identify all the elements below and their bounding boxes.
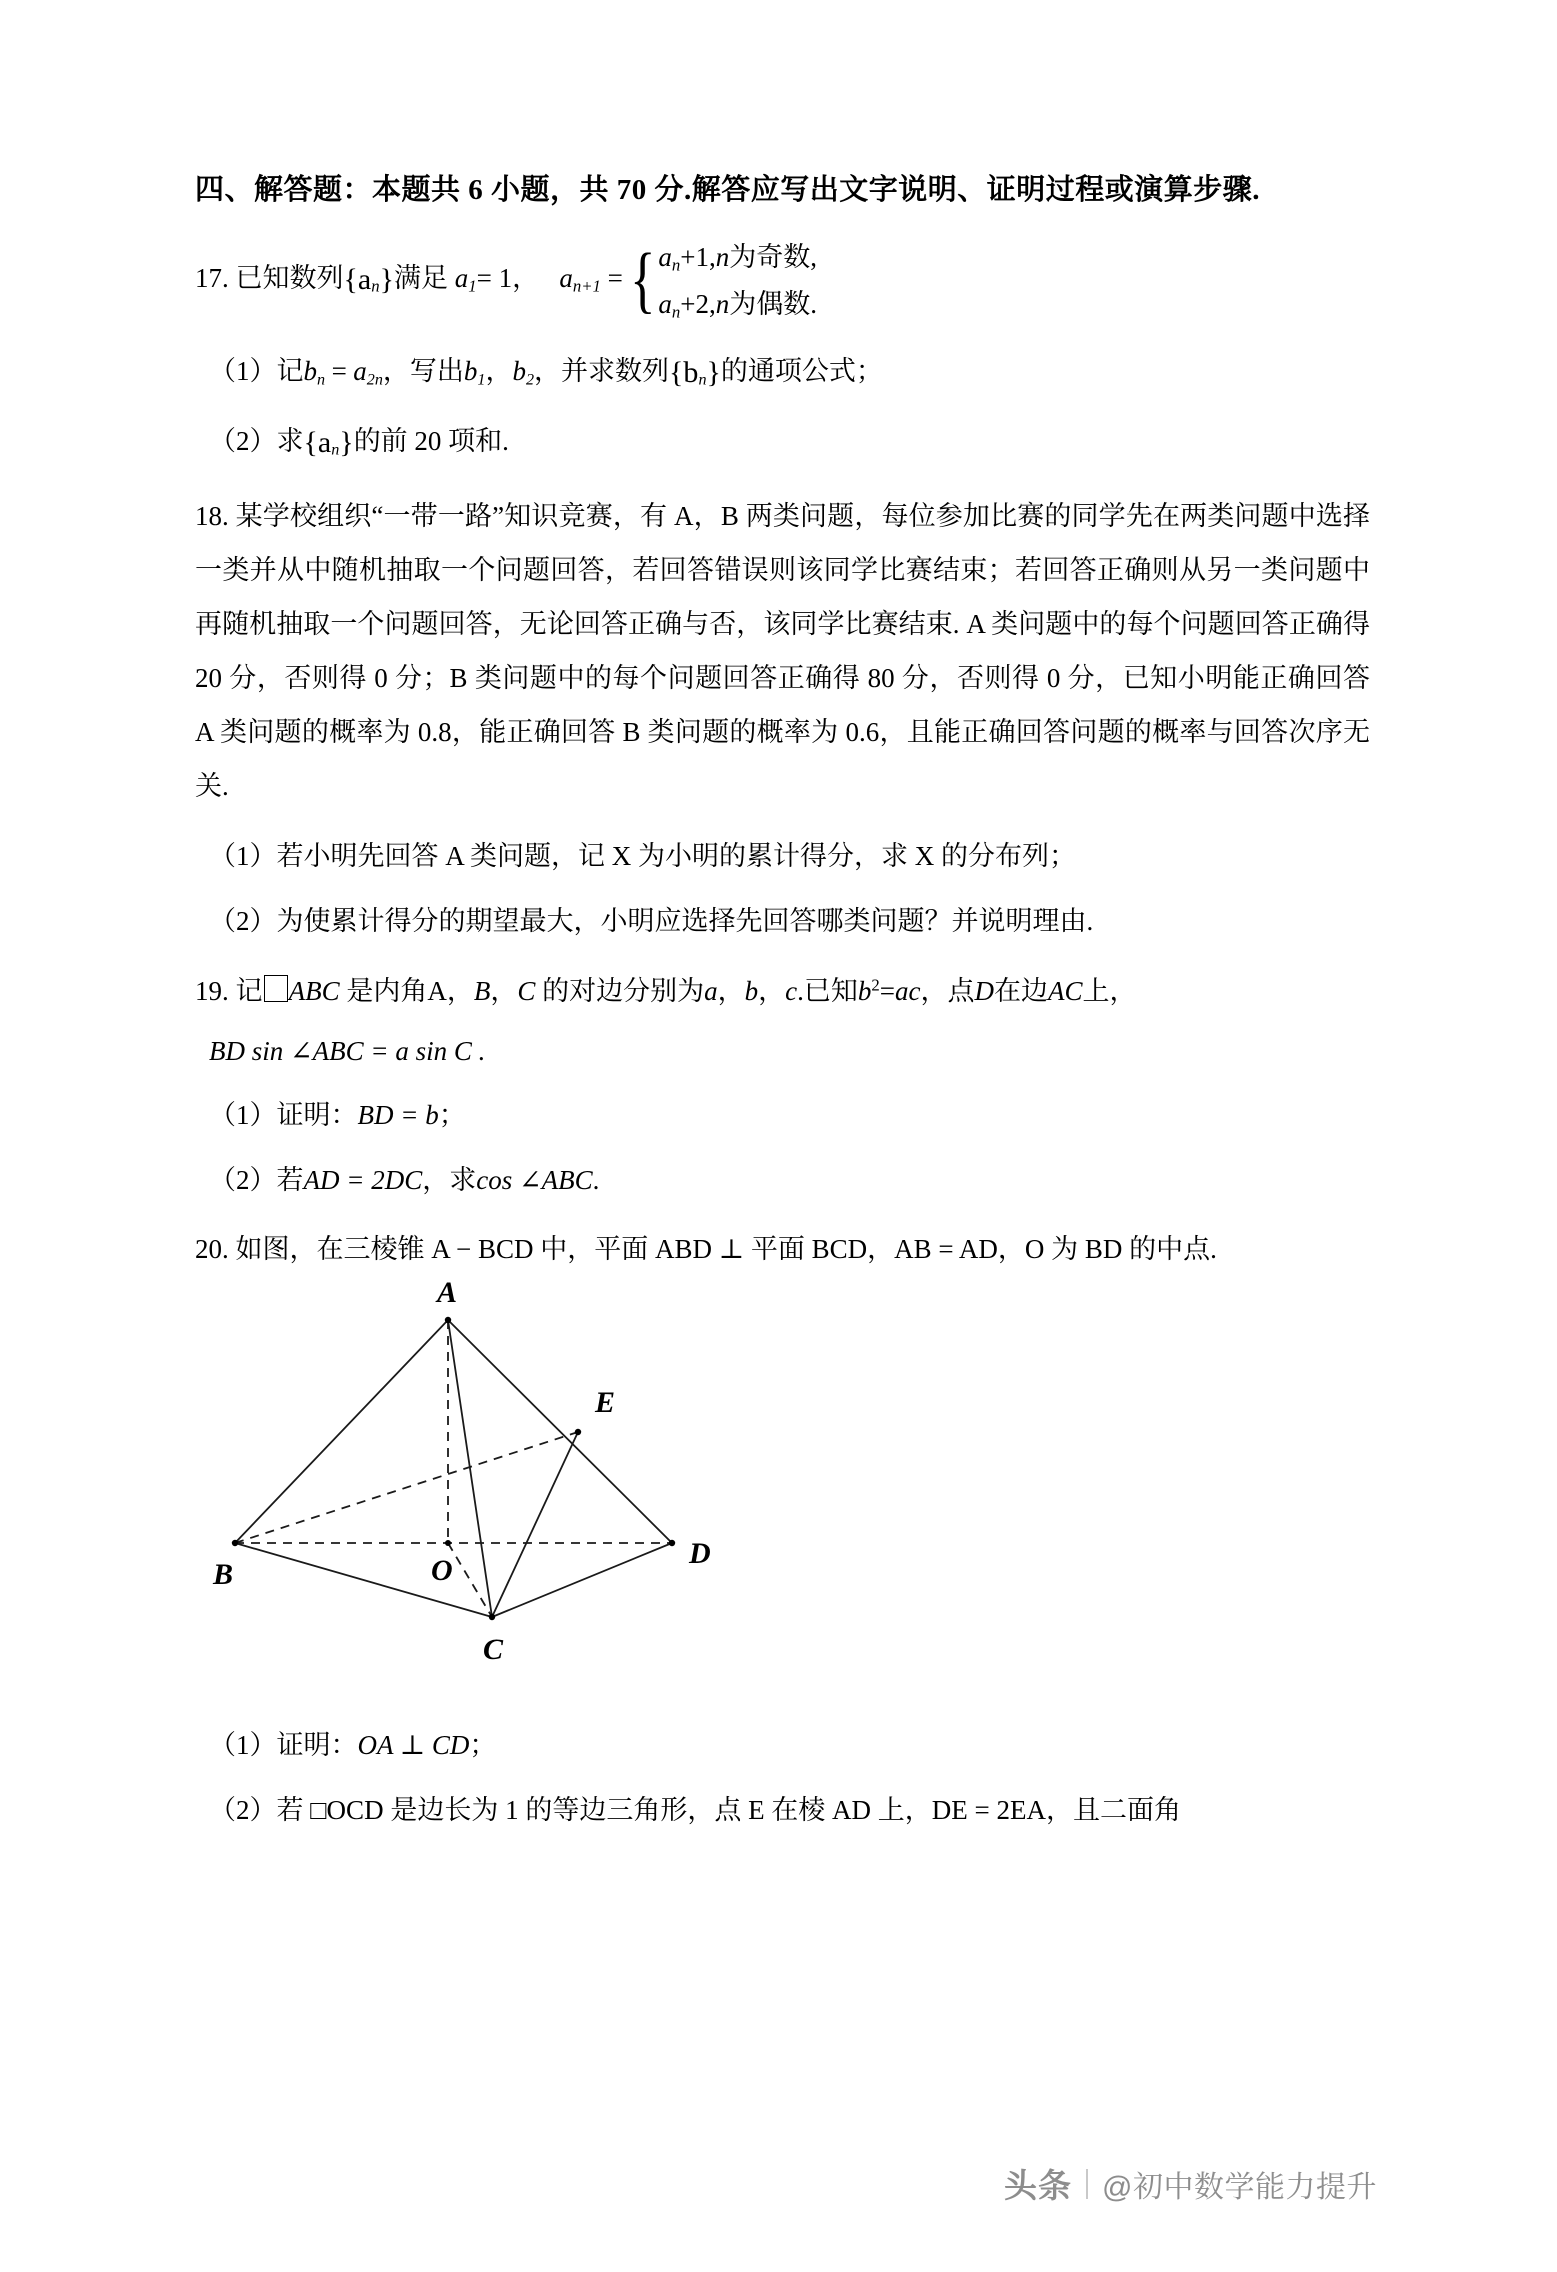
q17-p1-tail: 的通项公式；	[720, 356, 883, 387]
q19-p1-math: BD = b	[357, 1099, 439, 1130]
q19-p1-text: 证明：	[276, 1099, 358, 1130]
q17-p1-eq: =	[331, 356, 347, 387]
q18-p1-label: （1）	[209, 841, 277, 872]
q19-stem-e: ，点	[920, 975, 975, 1006]
left-brace-icon: {	[629, 239, 656, 322]
q17-p1-set-sub: n	[698, 371, 707, 389]
q17-case2-sub: n	[671, 302, 681, 322]
edge-AD	[448, 1320, 672, 1543]
q17-seq-close: }	[379, 262, 394, 296]
q19-angle-B: B	[473, 975, 491, 1006]
question-18-number: 18.	[195, 501, 229, 532]
question-17-stem	[195, 208, 1370, 327]
q19-stem-a: 记	[235, 975, 263, 1006]
q17-seq-sub: n	[371, 276, 380, 296]
q18-body: 某学校组织“一带一路”知识竞赛，有 A，B 两类问题，每位参加比赛的同学先在两类问题中选择一类并从中随机抽取一个问题回答，若回答错误则该同学比赛结束；若回答正确则从另一类问题中再随机抽取一个问题回答，无论回答正确与否，该同学比赛结束. A 类问题中的每个问题回答正确得 20 分，否则得 0 分；B 类问题中的每个问题回答正确得 80 分，否则得 0 分，已知小明能正确回答 A 类问题的概率为 0.8，能正确回答 B 类问题的概率为 0.6，且能正确回答问题的概率与回答次序无关.	[195, 501, 1370, 802]
q19-side-c: c	[785, 975, 798, 1006]
q17-a1-sub: 1	[468, 276, 477, 296]
question-17-number: 17.	[195, 262, 229, 293]
q17-p1-b2: b	[512, 356, 526, 387]
question-20-part-1	[195, 1702, 1370, 1767]
vertex-dot-C	[489, 1614, 495, 1620]
page-content	[195, 0, 1370, 1832]
q17-p1-b2-sub: 2	[525, 371, 535, 389]
q17-p1-sep1: ，	[485, 356, 513, 387]
q20-p2-label: （2）	[209, 1795, 277, 1826]
q19-sep1: ，	[446, 975, 474, 1006]
q19-sep4: ，	[758, 975, 786, 1006]
q17-p2-text-a: 求	[276, 426, 304, 457]
question-20-part-2	[195, 1767, 1370, 1832]
q17-case2-var: a	[658, 288, 672, 319]
q17-a1: a	[454, 262, 469, 293]
q17-p1-set-close: }	[706, 356, 721, 390]
q20-stem-text: 如图，在三棱锥 A − BCD 中，平面 ABD ⊥ 平面 BCD，AB = AD，O 为 BD 的中点.	[235, 1234, 1217, 1265]
q19-angle-A: A	[427, 975, 447, 1006]
vertex-dot-A	[445, 1317, 451, 1323]
q19-p2-text: 若	[276, 1164, 304, 1195]
q19-stem-g: 上，	[1082, 975, 1137, 1006]
vertex-dot-E	[575, 1429, 581, 1435]
question-18-part-2	[195, 878, 1370, 943]
q18-p2-label: （2）	[209, 906, 277, 937]
figure-label-E: E	[595, 1385, 616, 1419]
q18-p1-text: 若小明先回答 A 类问题，记 X 为小明的累计得分，求 X 的分布列；	[276, 841, 1077, 872]
q17-case2-rest: +2,	[680, 288, 716, 319]
q19-stem-f: 在边	[993, 975, 1048, 1006]
q17-p1-label: （1）	[209, 356, 277, 387]
figure-label-O: O	[431, 1553, 453, 1587]
q17-stem-prefix: 已知数列	[235, 262, 344, 293]
watermark-account-name: @初中数学能力提升	[1102, 2170, 1377, 2204]
question-17-part-1	[195, 327, 1370, 397]
q17-recur-lhs: a	[559, 262, 573, 293]
question-19-part-2	[195, 1137, 1370, 1202]
q17-case1-rest: +1,	[680, 242, 716, 273]
q20-p1-tail: ；	[469, 1729, 497, 1760]
edge-BC	[235, 1543, 492, 1617]
q17-p1-text-b: ，写出	[382, 356, 464, 387]
q20-p1-math: OA ⊥ CD	[357, 1729, 470, 1760]
q19-angle-C: C	[517, 975, 536, 1006]
question-18-stem	[195, 467, 1370, 813]
q17-p1-a2n-sub: 2n	[366, 371, 383, 389]
section-heading: 四、解答题：本题共 6 小题，共 70 分.解答应写出文字说明、证明过程或演算步骤.	[195, 174, 1261, 206]
q19-stem-b: 是内角	[346, 975, 428, 1006]
q19-point-D: D	[974, 975, 994, 1006]
figure-label-D: D	[689, 1536, 711, 1570]
q17-case-1	[658, 234, 817, 280]
q17-p2-tail: 的前 20 项和.	[353, 426, 509, 457]
q17-stem-mid: 满足	[394, 262, 448, 293]
q19-sep3: ，	[717, 975, 745, 1006]
q19-side-b: b	[744, 975, 759, 1006]
q17-p1-b: b	[303, 356, 317, 387]
q19-p2-tail: .	[592, 1164, 600, 1195]
q17-p1-a2n: a	[353, 356, 367, 387]
q17-case1-tail: 为奇数,	[729, 242, 818, 273]
footer-watermark	[0, 2160, 1557, 2207]
q17-a1-eq: = 1	[476, 262, 513, 293]
q17-recur-lhs-sub: n+1	[572, 276, 601, 296]
watermark-divider	[1086, 2169, 1088, 2199]
figure-label-A: A	[437, 1275, 458, 1309]
edge-AC	[448, 1320, 492, 1617]
q17-case2-tail: 为偶数.	[729, 288, 818, 319]
question-19-part-1	[195, 1072, 1370, 1137]
vertex-dot-D	[669, 1540, 675, 1546]
q20-p2-text: 若 □OCD 是边长为 1 的等边三角形，点 E 在棱 AD 上，DE = 2EA，且二面角	[276, 1795, 1182, 1826]
q19-sep2: ，	[490, 975, 518, 1006]
q19-ac: ac	[894, 975, 921, 1006]
q17-p1-set-open: {b	[669, 356, 699, 390]
q17-case2-n: n	[715, 288, 730, 319]
q17-p1-b-sub: n	[317, 371, 326, 389]
edge-BE-hidden	[235, 1432, 578, 1543]
q17-p2-set-close: }	[339, 426, 354, 460]
vertex-dot-B	[232, 1540, 238, 1546]
q19-b2-sup: 2	[871, 974, 880, 994]
q19-seg-AC: AC	[1047, 975, 1083, 1006]
question-20-number: 20.	[195, 1234, 229, 1265]
vertex-dot-O	[445, 1540, 451, 1546]
tetrahedron-svg	[195, 1272, 1370, 1702]
question-18-part-1	[195, 813, 1370, 878]
q17-p2-label: （2）	[209, 426, 277, 457]
edge-CD	[492, 1543, 672, 1617]
figure-label-B: B	[213, 1557, 234, 1591]
q17-comma: ，	[512, 262, 540, 293]
q18-p2-text: 为使累计得分的期望最大，小明应选择先回答哪类问题？并说明理由.	[276, 906, 1094, 937]
q17-case-2	[658, 281, 817, 327]
question-19-stem	[195, 944, 1370, 1014]
tetrahedron-figure	[195, 1272, 1370, 1702]
q19-p2-math2: cos ∠ABC	[476, 1164, 593, 1195]
q17-p1-b1: b	[463, 356, 478, 387]
q17-recur-eq: =	[607, 262, 623, 293]
question-20-stem	[195, 1202, 1370, 1272]
q17-piecewise	[625, 234, 817, 327]
toutiao-logo: 头条	[1004, 2169, 1073, 2205]
q17-seq-open: {a	[343, 262, 372, 296]
q19-abc: ABC	[288, 975, 340, 1006]
question-19-number: 19.	[195, 975, 229, 1006]
q17-case1-sub: n	[671, 255, 681, 275]
q17-p1-sep2: ，并求数列	[534, 356, 670, 387]
question-19-equation	[195, 1013, 1370, 1072]
q17-p1-text-a: 记	[276, 356, 304, 387]
missing-glyph-icon	[264, 975, 288, 1002]
q19-b2-eq: =	[879, 975, 895, 1006]
q19-p2-mid: ，求	[422, 1164, 477, 1195]
q19-stem-c: 的对边分别为	[542, 975, 705, 1006]
q17-p2-set-open: {a	[303, 426, 332, 460]
question-17-part-2	[195, 397, 1370, 467]
q17-case1-var: a	[658, 242, 672, 273]
q17-p1-b1-sub: 1	[477, 371, 486, 389]
q20-p1-text: 证明：	[276, 1729, 358, 1760]
q19-side-a: a	[704, 975, 718, 1006]
edge-BA	[235, 1320, 448, 1543]
figure-label-C: C	[483, 1632, 504, 1666]
q19-eq-text: BD sin ∠ABC = a sin C .	[209, 1036, 486, 1067]
q17-p2-set-sub: n	[331, 441, 340, 459]
q17-case1-n: n	[715, 242, 730, 273]
q19-p1-label: （1）	[209, 1099, 277, 1130]
q19-b2: b	[857, 975, 872, 1006]
q19-p2-label: （2）	[209, 1164, 277, 1195]
edge-EC	[492, 1432, 578, 1617]
q20-p1-label: （1）	[209, 1729, 277, 1760]
q19-stem-d: .已知	[797, 975, 858, 1006]
q19-p1-tail: ；	[438, 1099, 466, 1130]
q19-p2-math: AD = 2DC	[303, 1164, 423, 1195]
